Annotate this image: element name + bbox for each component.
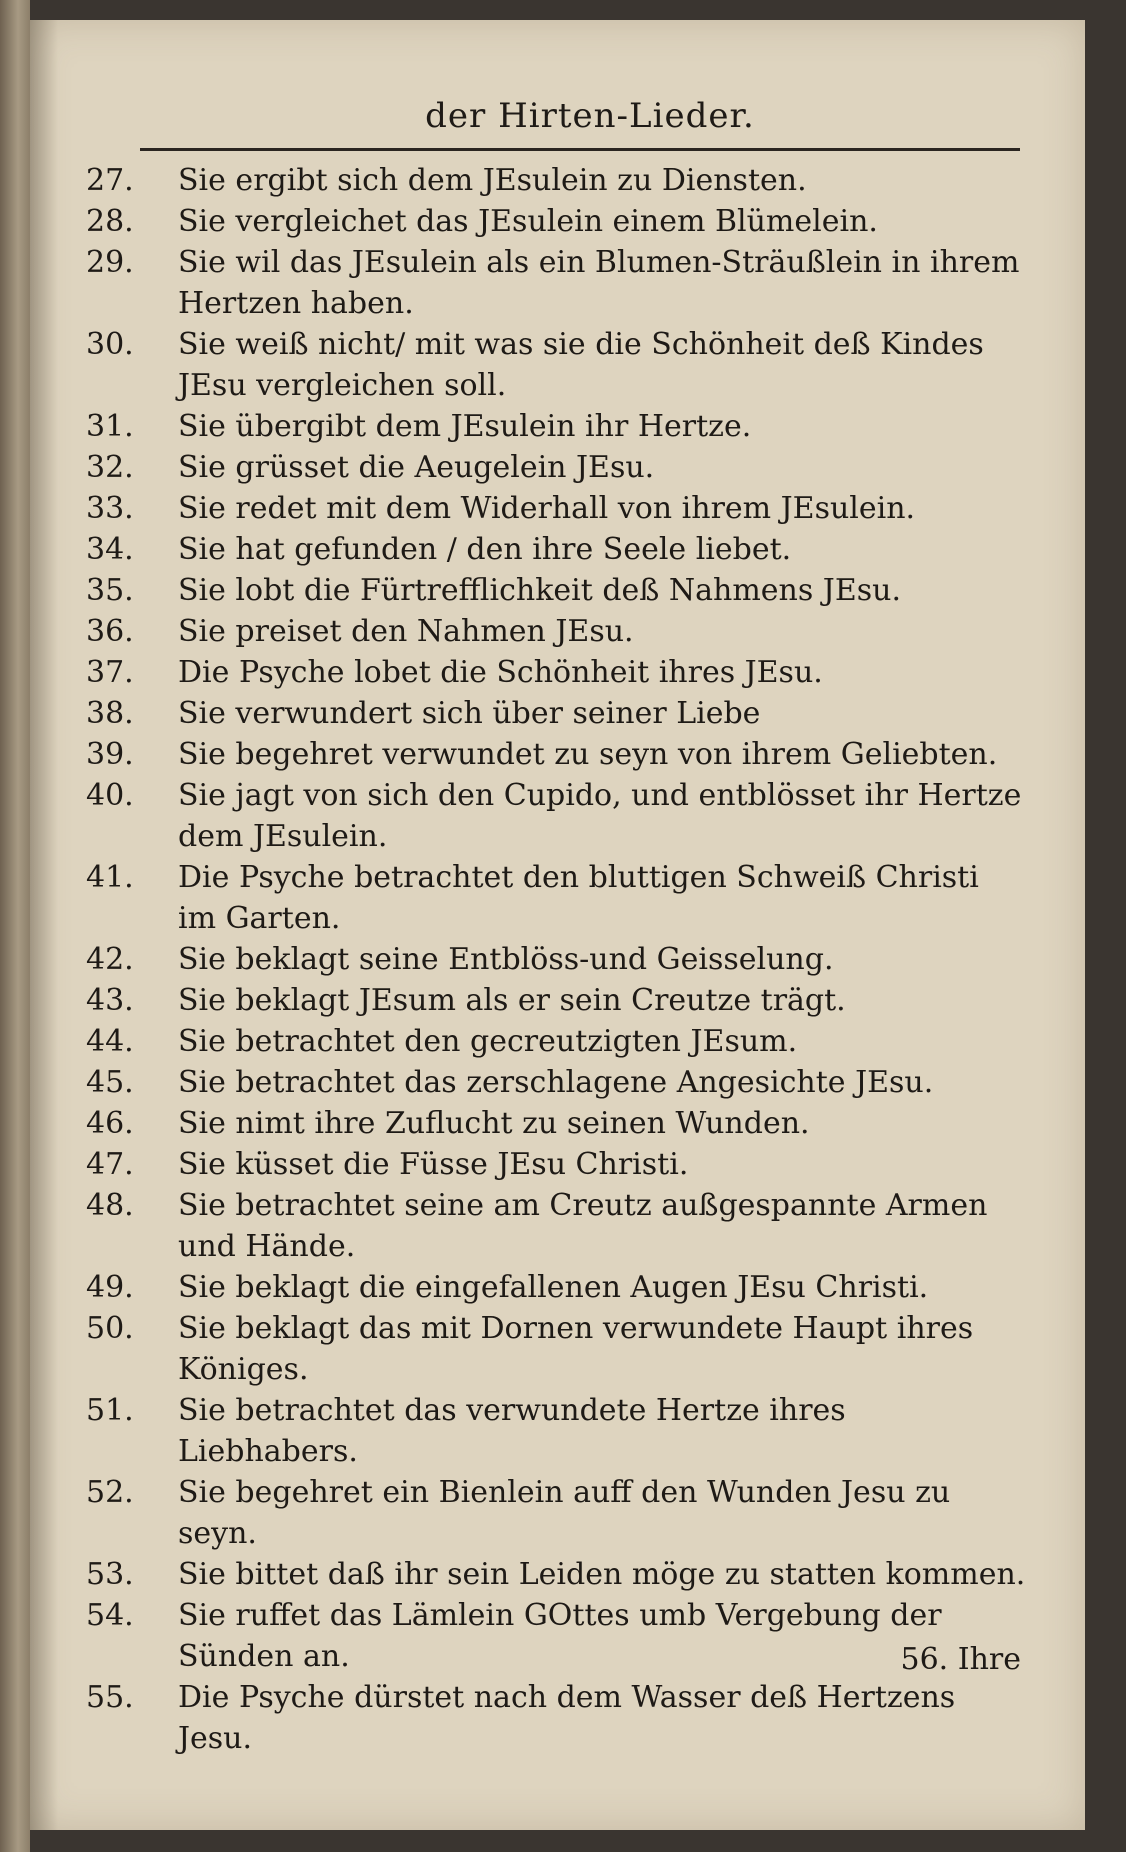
entry-text: Sie ruffet das Lämlein GOttes umb Vergebung der Sünden an.	[178, 1598, 942, 1674]
entry-number: 52.	[86, 1475, 134, 1510]
entry-text: Die Psyche betrachtet den bluttigen Schweiß Christi im Garten.	[178, 860, 979, 936]
list-item	[86, 775, 1026, 857]
entry-text: Sie übergibt dem JEsulein ihr Hertze.	[178, 409, 752, 444]
list-item	[86, 447, 1026, 488]
list-item	[86, 1472, 1026, 1554]
entry-text: Sie preiset den Nahmen JEsu.	[178, 614, 634, 649]
list-item	[86, 1062, 1026, 1103]
list-item	[86, 1677, 1026, 1759]
entry-text: Sie beklagt JEsum als er sein Creutze trägt.	[178, 983, 846, 1018]
entry-text: Die Psyche dürstet nach dem Wasser deß Hertzens Jesu.	[178, 1680, 956, 1756]
list-item	[86, 734, 1026, 775]
list-item	[86, 693, 1026, 734]
entry-text: Sie bittet daß ihr sein Leiden möge zu statten kommen.	[178, 1557, 1026, 1592]
entry-number: 41.	[86, 860, 134, 895]
entry-number: 40.	[86, 778, 134, 813]
catchword: 56. Ihre	[900, 1642, 1021, 1677]
list-item	[86, 1554, 1026, 1595]
entry-text: Sie beklagt die eingefallenen Augen JEsu Christi.	[178, 1270, 929, 1305]
entry-number: 42.	[86, 942, 134, 977]
list-item	[86, 1595, 1026, 1677]
entry-number: 32.	[86, 450, 134, 485]
list-item	[86, 1308, 1026, 1390]
list-item	[86, 406, 1026, 447]
entry-text: Sie redet mit dem Widerhall von ihrem JEsulein.	[178, 491, 916, 526]
entry-text: Sie jagt von sich den Cupido, und entblösset ihr Hertze dem JEsulein.	[178, 778, 1022, 854]
list-item	[86, 1144, 1026, 1185]
entry-text: Die Psyche lobet die Schönheit ihres JEsu.	[178, 655, 823, 690]
list-item	[86, 652, 1026, 693]
entry-number: 44.	[86, 1024, 134, 1059]
entry-text: Sie hat gefunden / den ihre Seele liebet.	[178, 532, 792, 567]
entry-number: 38.	[86, 696, 134, 731]
entry-number: 31.	[86, 409, 134, 444]
entry-number: 48.	[86, 1188, 134, 1223]
entry-text: Sie betrachtet seine am Creutz außgespannte Armen und Hände.	[178, 1188, 988, 1264]
facing-page-edge	[0, 0, 30, 1852]
list-item	[86, 201, 1026, 242]
list-item	[86, 242, 1026, 324]
list-item	[86, 570, 1026, 611]
entry-number: 51.	[86, 1393, 134, 1428]
entry-text: Sie verwundert sich über seiner Liebe	[178, 696, 761, 731]
entry-number: 55.	[86, 1680, 134, 1715]
entry-number: 30.	[86, 327, 134, 362]
list-item	[86, 529, 1026, 570]
entry-number: 27.	[86, 163, 134, 198]
entry-number: 34.	[86, 532, 134, 567]
entry-number: 28.	[86, 204, 134, 239]
entry-number: 53.	[86, 1557, 134, 1592]
list-item	[86, 160, 1026, 201]
entry-text: Sie weiß nicht/ mit was sie die Schönheit deß Kindes JEsu vergleichen soll.	[178, 327, 984, 403]
entry-text: Sie nimt ihre Zuflucht zu seinen Wunden.	[178, 1106, 810, 1141]
list-item	[86, 1103, 1026, 1144]
entry-text: Sie betrachtet das zerschlagene Angesichte JEsu.	[178, 1065, 934, 1100]
entry-number: 29.	[86, 245, 134, 280]
entry-text: Sie lobt die Fürtrefflichkeit deß Nahmens JEsu.	[178, 573, 901, 608]
list-item	[86, 324, 1026, 406]
entry-text: Sie küsset die Füsse JEsu Christi.	[178, 1147, 689, 1182]
entry-text: Sie wil das JEsulein als ein Blumen-Sträußlein in ihrem Hertzen haben.	[178, 245, 1020, 321]
list-item	[86, 1185, 1026, 1267]
entry-text: Sie ergibt sich dem JEsulein zu Diensten.	[178, 163, 807, 198]
entry-text: Sie grüsset die Aeugelein JEsu.	[178, 450, 655, 485]
entry-text: Sie beklagt seine Entblöss-und Geisselung.	[178, 942, 834, 977]
page-gutter-shadow	[30, 20, 58, 1830]
entry-number: 39.	[86, 737, 134, 772]
entry-text: Sie begehret verwundet zu seyn von ihrem Geliebten.	[178, 737, 998, 772]
entry-number: 50.	[86, 1311, 134, 1346]
entry-number: 37.	[86, 655, 134, 690]
entry-text: Sie begehret ein Bienlein auff den Wunden Jesu zu seyn.	[178, 1475, 951, 1551]
entry-number: 49.	[86, 1270, 134, 1305]
list-item	[86, 980, 1026, 1021]
list-item	[86, 1021, 1026, 1062]
list-item	[86, 939, 1026, 980]
running-header: der Hirten-Lieder.	[425, 96, 755, 136]
entry-number: 33.	[86, 491, 134, 526]
entry-number: 47.	[86, 1147, 134, 1182]
entry-text: Sie betrachtet den gecreutzigten JEsum.	[178, 1024, 798, 1059]
entry-number: 45.	[86, 1065, 134, 1100]
entry-text: Sie vergleichet das JEsulein einem Blümelein.	[178, 204, 878, 239]
entry-number: 35.	[86, 573, 134, 608]
header-rule	[140, 148, 1020, 151]
list-item	[86, 488, 1026, 529]
entry-number: 46.	[86, 1106, 134, 1141]
entry-number: 54.	[86, 1598, 134, 1633]
entry-text: Sie beklagt das mit Dornen verwundete Haupt ihres Königes.	[178, 1311, 974, 1387]
list-item	[86, 857, 1026, 939]
list-item	[86, 1267, 1026, 1308]
table-of-contents-list	[86, 160, 1026, 1759]
entry-text: Sie betrachtet das verwundete Hertze ihres Liebhabers.	[178, 1393, 846, 1469]
list-item	[86, 611, 1026, 652]
entry-number: 43.	[86, 983, 134, 1018]
entry-number: 36.	[86, 614, 134, 649]
list-item	[86, 1390, 1026, 1472]
